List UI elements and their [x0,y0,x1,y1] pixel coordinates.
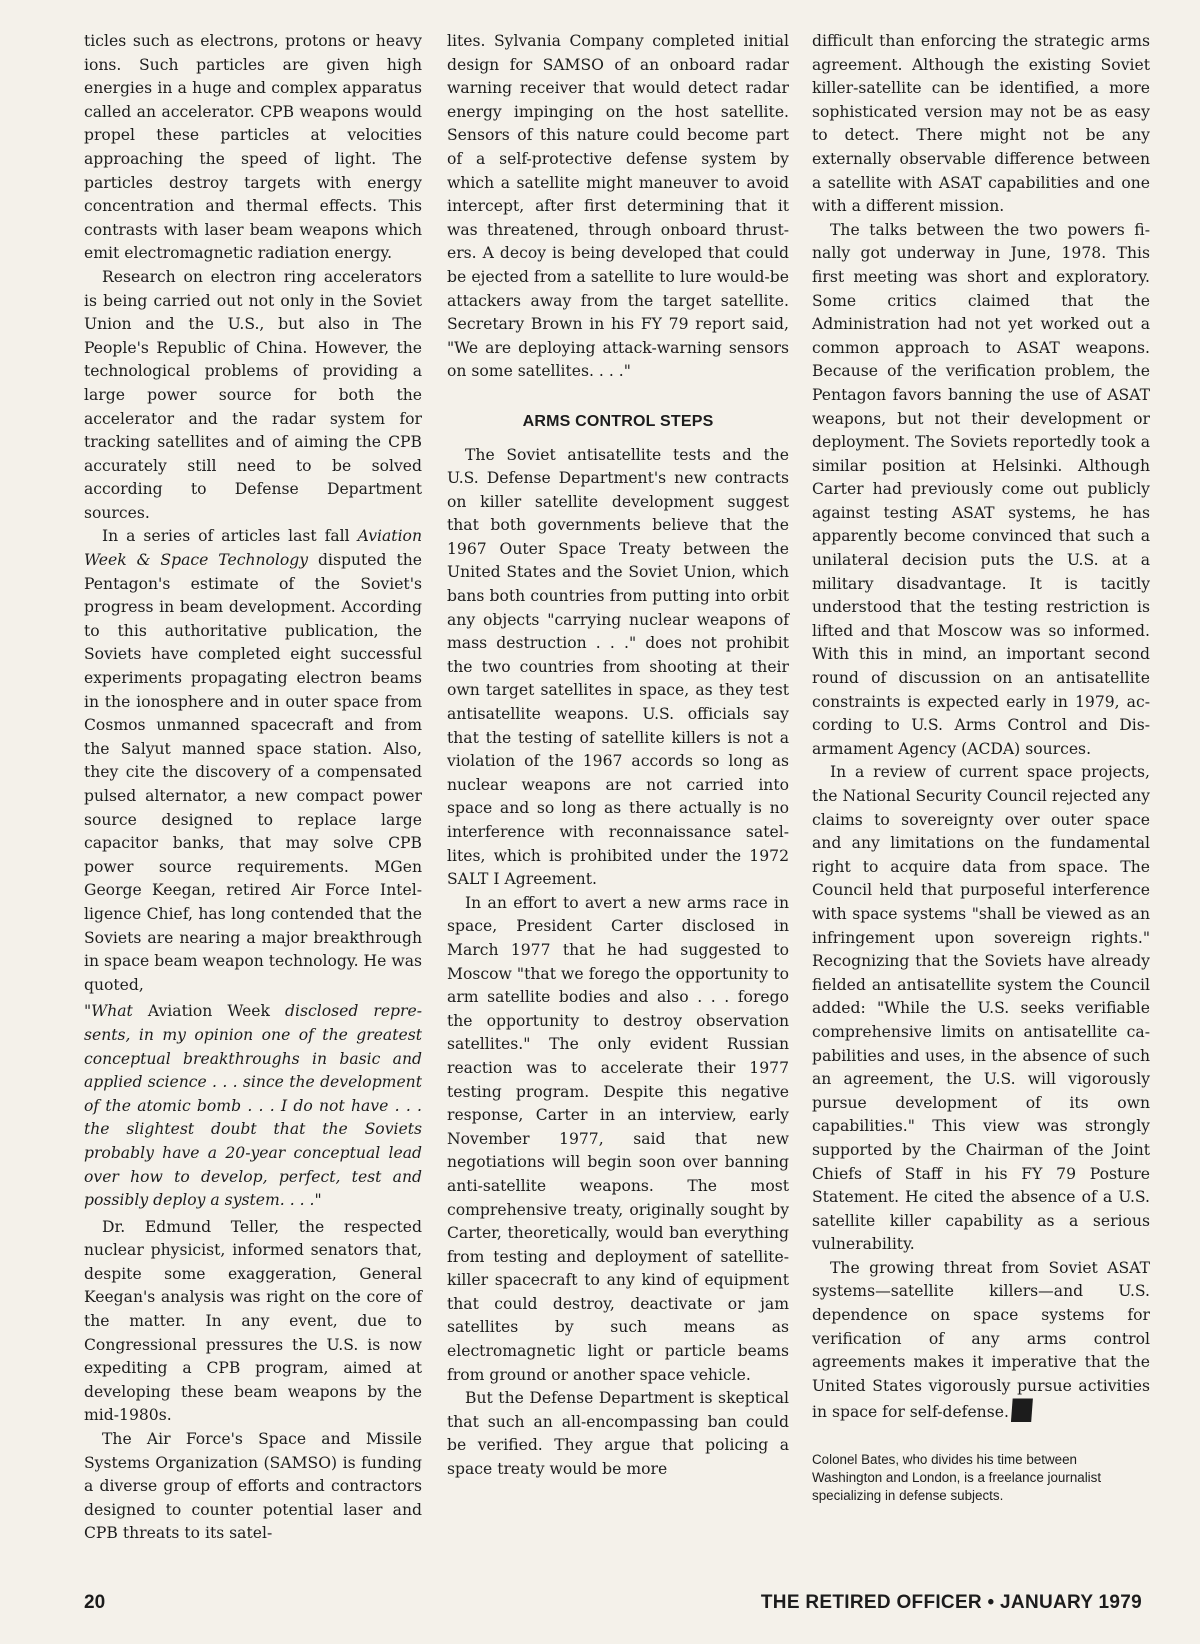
closing-paragraph-text: The growing threat from Soviet ASAT systems—satellite killers—and U.S. dependence on space systems for verification of any arms control agreements makes it imperative that the United States vigorously pursue activities in space for self-defense. [812,1258,1150,1422]
paragraph: The Air Force's Space and Missile Systems Organization (SAMSO) is funding a diverse group of efforts and contractors designed to counter potential laser and CPB threats to its satel- [84,1430,422,1543]
article-column-1 [84,30,422,1546]
page-number: 20 [84,1592,106,1613]
paragraph: But the Defense Department is skeptical that such an all-encompassing ban could be verified. They argue that policing a space treaty would be more [447,1389,789,1479]
quote-text: disclosed represents, in my opinion one of the greatest conceptual breakthroughs in basic and applied science . . . since the development of the atomic bomb . . . I do not have . . . the slightest doubt that the Soviets probably have a 20-year conceptual lead over how to develop, perfect, test and possibly deploy a system. . . ." [84,1002,422,1210]
paragraph: In a review of current space projects, the National Security Council rejected any claims to sovereignty over outer space and any limitations on the fundamental right to acquire data from space. The Council held that purposeful interference with space systems "shall be viewed as an infringement upon sovereign rights." Recognizing that the Soviets have already fielded an antisatellite system the Council added: "While the U.S. seeks verifiable comprehensive limits on antisatellite capabilities and uses, in the absence of such an agreement, the U.S. will vigorously pursue development of its own capabilities." This view was strongly supported by the Chairman of the Joint Chiefs of Staff in his FY 79 Posture Statement. He cited the absence of a U.S. satellite killer capability as a serious vulnerability. [812,763,1150,1254]
paragraph: lites. Sylvania Company completed initial design for SAMSO of an onboard radar warning receiver that would detect radar energy impinging on the host satellite. Sensors of this nature could become part of a self-protective defense system by which a satellite might maneuver to avoid intercept, after first determining that it was threatened, through onboard thrusters. A decoy is being developed that could be ejected from a satellite to lure would-be attackers away from the target satellite. Secretary Brown in his FY 79 report said, "We are deploying attack-warning sensors on some satellites. . . ." [447,32,789,381]
article-column-3 [812,30,1150,1505]
quote-publication: Aviation Week [147,1002,270,1021]
paragraph: Dr. Edmund Teller, the respected nuclear physicist, informed senators that, despite some exaggeration, General Keegan's analysis was right on the core of the matter. In any event, due to Congressional pressures the U.S. is now expediting a CPB program, aimed at developing these beam weapons by the mid-1980s. [84,1217,422,1425]
paragraph-intro: In a series of articles last fall [102,527,358,546]
publication-title: Aviation Week & Space Technology [84,527,422,570]
paragraph: The Soviet antisatellite tests and the U.S. Defense Department's new contracts on killer satellite development suggest that both governments believe that the 1967 Outer Space Treaty between the United States and the Soviet Union, which bans both countries from putting into orbit any objects "carrying nuclear weapons of mass destruction . . ." does not prohibit the two countries from shooting at their own target satellites in space, as they test antisatellite weapons. U.S. officials say that the testing of satellite killers is not a violation of the 1967 accords so long as nuclear weapons are not carried into space and so long as there actually is no interference with reconnaissance satellites, which is prohibited under the 1972 SALT I Agreement. [447,445,789,889]
quote-open: "What [84,1002,148,1021]
keegan-quote [84,997,422,1212]
paragraph: ticles such as electrons, protons or heavy ions. Such particles are given high energies in a huge and complex apparatus called an accelerator. CPB weapons would propel these particles at velocities approaching the speed of light. The particles destroy targets with energy concentration and thermal effects. This contrasts with laser beam weapons which emit electromagnetic radiation energy. [84,32,422,263]
section-heading: ARMS CONTROL STEPS [522,412,714,430]
end-of-article-icon [1011,1398,1033,1422]
paragraph: Research on electron ring accelerators is being carried out not only in the Soviet Union and the U.S., but also in The People's Republic of China. However, the technological problems of providing a large power source for both the accelerator and the radar system for tracking satellites and of aiming the CPB accurately still need to be solved according to Defense Department sources. [84,267,422,522]
paragraph [812,1257,1150,1425]
paragraph: In an effort to avert a new arms race in space, President Carter disclosed in March 1977 that he had suggested to Moscow "that we forego the opportunity to arm satellite bodies and also . . . forego the opportunity to destroy observation satellites." The only evident Russian reaction was to accelerate their 1977 testing program. Despite this negative response, Carter in an interview, early November 1977, said that new negotiations will begin soon over banning anti-satellite weapons. The most comprehensive treaty, originally sought by Carter, theoretically, would ban everything from testing and deployment of satellite-killer spacecraft to any kind of equipment that could destroy, deactivate or jam satellites by such means as electromagnetic light or particle beams from ground or another space vehicle. [447,893,789,1384]
author-bio: Colonel Bates, who divides his time between Washington and London, is a freelance journalist specializing in defense subjects. [812,1452,1102,1504]
paragraph-body: disputed the Pentagon's estimate of the Soviet's progress in beam development. According to this authoritative publication, the Soviets have completed eight successful experiments propagating electron beams in the ionosphere and in outer space from Cosmos unmanned spacecraft and from the Salyut manned space station. Also, they cite the discovery of a compensated pulsed alternator, a new compact power source designed to replace large capacitor banks, that may solve CPB power source requirements. MGen George Keegan, retired Air Force Intelligence Chief, has long contended that the Soviets are nearing a major breakthrough in space beam weapon technology. He was quoted, [84,551,422,994]
publication-footer: THE RETIRED OFFICER • JANUARY 1979 [760,1592,1142,1613]
article-column-2 [447,30,789,1482]
paragraph [84,525,422,997]
paragraph: The talks between the two powers finally got underway in June, 1978. This first meeting was short and exploratory. Some critics claimed that the Administration had not yet worked out a common approach to ASAT weapons. Because of the verification problem, the Pentagon favors banning the use of ASAT weapons, but not their development or deployment. The Soviets reportedly took a similar position at Helsinki. Although Carter had previously come out publicly against testing ASAT systems, he has apparently become convinced that such a unilateral decision puts the U.S. at a military disadvantage. It is tacitly understood that the testing restriction is lifted and that Moscow was so informed. With this in mind, an important second round of discussion on an antisatellite constraints is expected early in 1979, according to U.S. Arms Control and Disarmament Agency (ACDA) sources. [812,220,1150,758]
paragraph: difficult than enforcing the strategic arms agreement. Although the existing Soviet killer-satellite can be identified, a more sophisticated version may not be as easy to detect. There might not be any externally observable difference between a satellite with ASAT capabilities and one with a different mission. [812,32,1150,216]
